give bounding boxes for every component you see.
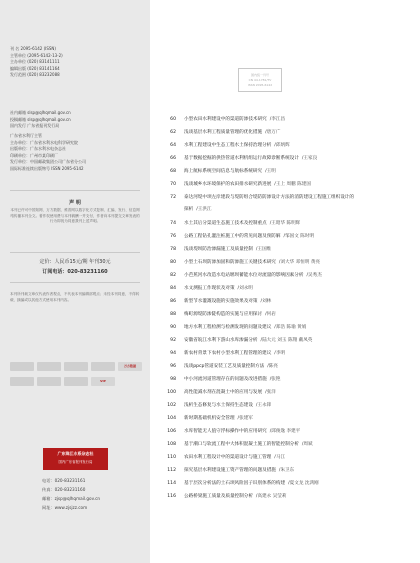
toc-entry[interactable]	[160, 440, 415, 449]
logo-f-icon	[37, 377, 61, 386]
toc-title: 公路工程钻孔灌注桩施工中的常见问题及预防解	[184, 234, 281, 239]
toc-page: 72	[170, 195, 176, 200]
toc-title: 探析	[184, 207, 194, 212]
toc-entry[interactable]	[160, 284, 415, 293]
info-line: 刊 名 2095-6142 (ISSN)	[10, 46, 56, 51]
toc-page: 70	[170, 182, 176, 187]
toc-author: /邱炳辉	[274, 143, 290, 148]
toc-entry[interactable]	[160, 271, 415, 280]
toc-page: 108	[167, 442, 176, 447]
publisher-line: 出版单位：广东水利水电杂志社	[10, 146, 66, 151]
footer-phone: 电话：020-83231161	[42, 478, 86, 483]
toc-title: 梅町源堤防渗陡构造的实施与应用探讨	[184, 312, 263, 317]
toc-entry[interactable]	[160, 141, 415, 150]
toc-author: /陆大元 刘玉 陈翔 戴凤英	[260, 338, 313, 343]
toc-author: /高建永 吴莹莉	[255, 494, 287, 499]
publisher-banner	[43, 448, 108, 470]
vip-logo: VIP	[91, 377, 115, 386]
footer-website: 网址：www.zjsjzz.com	[42, 505, 88, 510]
sidebar	[0, 0, 150, 563]
toc-author: /王明	[265, 169, 276, 174]
toc-title: 新时期基础机机安全管理	[184, 416, 235, 421]
toc-author: /郑浩 陈瑜 黄娟	[274, 325, 307, 330]
toc-title: 新农村背景下农村小型水利工程管理的建议	[184, 351, 272, 356]
toc-title: 高性能减水剂在混凝土中的应用与发展	[184, 390, 263, 395]
toc-title: 公路桥梁施工质量及质量控制分析	[184, 494, 253, 499]
toc-page: 78	[170, 247, 176, 252]
toc-entry[interactable]	[160, 258, 415, 267]
toc-page: 92	[170, 338, 176, 343]
toc-page: 106	[167, 429, 176, 434]
toc-title: 新型节水灌溉设施的实施效果及对策	[184, 299, 258, 304]
toc-title: 浅析生态修复与水土保持生态建设	[184, 403, 253, 408]
toc-entry[interactable]	[160, 128, 415, 137]
toc-entry[interactable]	[160, 453, 415, 462]
toc-page: 84	[170, 286, 176, 291]
wanfang-logo: 万方数据	[118, 362, 142, 371]
toc-author: /王上 周鹏 陈建国	[274, 182, 311, 187]
toc-page: 74	[170, 221, 176, 226]
toc-page: 64	[170, 143, 176, 148]
toc-title: 地方水利工程检测与检测发现的问题及建议	[184, 325, 272, 330]
banner-line-2: 国内广东省报刊发行局	[58, 460, 93, 464]
toc-entry[interactable]	[160, 479, 415, 488]
toc-entry[interactable]	[160, 349, 415, 358]
copyright-text: 本刊所刊载文章仅代表作者观点，不代表本刊编辑部观点；未经本刊同意，不得转载、摘编或以其他方式使用本刊内容。	[10, 292, 140, 302]
footer-fax: 传真：020-83231160	[42, 487, 86, 492]
toc-author: /王洪江	[196, 207, 212, 212]
toc-author: /吴秀杰	[306, 273, 322, 278]
toc-page: 82	[170, 273, 176, 278]
footer-contact	[42, 476, 100, 512]
toc-entry[interactable]	[160, 115, 415, 124]
toc-author: /邱俊逸 李建平	[269, 429, 301, 434]
toc-title: 浅谈ppcp管道安装工艺及质量控制方法	[184, 364, 265, 369]
toc-page: 116	[167, 494, 176, 499]
contact-info	[10, 110, 71, 130]
toc-page: 102	[167, 403, 176, 408]
toc-page: 96	[170, 364, 176, 369]
toc-title: 水文测报工作现状及对策	[184, 286, 235, 291]
toc-author: /周斌	[301, 442, 313, 447]
stamp-line-2: CN 44-1781/TV	[248, 78, 272, 82]
publisher-info	[10, 133, 86, 172]
toc-title: 探究基层水利建设施工资产管理的问题及措施	[184, 468, 276, 473]
toc-entry[interactable]	[160, 375, 415, 384]
toc-author: /张艳	[269, 377, 281, 382]
toc-title: 泰达河堤中坝左岸建段与堤防组合堤防防渗设计方法的消防建设工程施工组织设计的	[184, 195, 354, 200]
table-of-contents	[150, 0, 420, 563]
publisher-line: 广东省水利厅主管	[10, 133, 42, 138]
toc-title: 基于层次分析法的土石坝风险因子识别体系的构建	[184, 481, 286, 486]
contact-line: 投稿邮箱 slsp@qlhqmail.gov.cn	[10, 116, 71, 122]
info-line: 主办单位 (020) 83141111	[10, 59, 60, 64]
toc-title: 水土其后分渠道生态施工技术及控制重点	[184, 221, 267, 226]
toc-author: /马江	[274, 455, 286, 460]
divider	[10, 282, 140, 283]
toc-page: 98	[170, 377, 176, 382]
toc-title: 安徽省皖江水利下游山水库渗漏分析	[184, 338, 258, 343]
toc-author: /李江昌	[269, 117, 286, 122]
divider	[10, 252, 140, 253]
toc-author: /朱卫东	[278, 468, 295, 473]
toc-author: /夏文龙 沈鸿刚	[288, 481, 319, 486]
contact-line: 国内发行 广东省报刊发行局	[10, 123, 60, 128]
publisher-line: 主办单位：广东省水利水电科学研究院	[10, 139, 78, 145]
toc-title: 水利工程建设中生态工程水土保持治理分析	[184, 143, 272, 148]
toc-author: /张建军	[237, 416, 253, 421]
toc-entry[interactable]	[160, 427, 415, 436]
toc-page: 88	[170, 312, 176, 317]
toc-title: 浅谈城乡水环境保护的农田排水研究新进展	[184, 182, 272, 187]
toc-page: 76	[170, 234, 176, 239]
toc-entry[interactable]	[160, 401, 415, 410]
toc-title: 农田水利工程设计中的渠道设计与施工管理	[184, 455, 272, 460]
toc-entry[interactable]	[160, 154, 415, 163]
toc-page: 60	[170, 117, 176, 122]
toc-title: 中小河流河道管理存在的问题及改进措施	[184, 377, 267, 382]
toc-entry[interactable]	[160, 323, 415, 332]
toc-entry[interactable]	[160, 466, 415, 475]
toc-entry[interactable]	[160, 310, 415, 319]
toc-title: 浅谈堤坝防治渗漏施工及质量控制	[184, 247, 253, 252]
toc-entry[interactable]	[160, 414, 415, 423]
logo-d-icon	[91, 362, 115, 371]
toc-page: 104	[167, 416, 176, 421]
toc-title: 水库智能无人值守浮标操作中的应用研究	[184, 429, 267, 434]
price-line: 定价：人民币15元/期 年刊30元	[39, 259, 111, 265]
toc-page: 80	[170, 260, 176, 265]
footer-email: 邮箱：zjsp@qlhqmail.gov.cn	[42, 496, 101, 501]
toc-entry[interactable]	[160, 180, 415, 189]
toc-entry[interactable]	[160, 336, 415, 345]
logo-g-icon	[64, 377, 88, 386]
publisher-line: 印刷单位：广州市某印刷厂	[10, 152, 58, 158]
publisher-line: 发行单位：中国邮政集团公司广东省分公司	[10, 159, 86, 164]
logo-c-icon	[64, 362, 88, 371]
toc-entry-continued[interactable]	[160, 205, 415, 214]
toc-entry[interactable]	[160, 492, 415, 501]
toc-page: 110	[167, 455, 176, 460]
toc-author: /唐万广	[265, 130, 281, 135]
banner-line-1: 广东珠江水系杂志社	[57, 451, 94, 456]
toc-page: 86	[170, 299, 176, 304]
toc-page: 114	[167, 481, 176, 486]
stamp-line-3: ISSN 2095-6142	[247, 83, 273, 87]
toc-author: /王家良	[301, 156, 318, 161]
toc-title: 基于数据挖掘的供热管道水利机组运行故障诊断系统设计	[184, 156, 299, 161]
toc-author: /王昭华 陈明辉	[269, 221, 301, 226]
toc-entry[interactable]	[160, 232, 415, 241]
order-line: 订阅电话：020-83231160	[42, 269, 108, 275]
notice-text: 本刊已许可中国知网、万方数据、维普网以数字化方式复制、汇编、发行、信息网络传播本刊全文。著作权使用费与本刊稿酬一并支付，作者向本刊提交文章发表的行为即视为同意我刊上述声明。	[10, 208, 140, 223]
stamp-line-1: 国内统一刊号	[250, 73, 269, 77]
toc-entry[interactable]	[160, 245, 415, 254]
toc-author: /王国维	[255, 247, 272, 252]
logo-b-icon	[37, 362, 61, 371]
toc-title: 小型土石坝防渗加固和防渗施工关键技术研究	[184, 260, 276, 265]
toc-entry[interactable]	[160, 297, 415, 306]
toc-title: 浅谈基层水利工程质量管理的优化措施	[184, 130, 263, 135]
toc-page: 68	[170, 169, 176, 174]
toc-entry[interactable]	[160, 193, 415, 202]
toc-page: 100	[167, 390, 176, 395]
toc-entry[interactable]	[160, 362, 415, 371]
toc-author: /何岩	[265, 312, 276, 317]
journal-info	[10, 46, 63, 79]
logo-a-icon	[10, 362, 34, 371]
toc-author: /刘大华 邓恒明 黄亮	[278, 260, 321, 265]
toc-title: 基于潮口与软流工程中大体积混凝土施工的智能控制分析	[184, 442, 299, 447]
toc-title: 海上航标系统空间信息与航标系统研究	[184, 169, 263, 174]
publisher-line: 国际标准连续出版物号 ISSN 2095-6142	[10, 165, 84, 171]
notice-title: 声 明	[69, 200, 81, 206]
info-line: 主管单位 (2095-6142-13-2)	[10, 52, 63, 58]
toc-author: /陈亮	[267, 364, 278, 369]
toc-entry[interactable]	[160, 167, 415, 176]
toc-entry[interactable]	[160, 219, 415, 228]
info-line: 编辑出版 (020) 83141164	[10, 65, 60, 71]
toc-author: /张洋	[265, 390, 276, 395]
toc-author: /刘永明	[237, 286, 253, 291]
info-line: 发行范围 (020) 83232088	[10, 72, 60, 77]
toc-author: /刘林	[260, 299, 272, 304]
toc-page: 66	[170, 156, 176, 161]
toc-author: /李明	[274, 351, 286, 356]
divider	[10, 190, 140, 191]
contact-line: 社内邮箱 slsp@qlhqmail.gov.cn	[10, 110, 71, 115]
logo-e-icon	[10, 377, 34, 386]
toc-page: 90	[170, 325, 176, 330]
toc-title: 小型农田水利建设中的渠道防渗技术研究	[184, 117, 267, 122]
toc-page: 94	[170, 351, 176, 356]
toc-page: 112	[167, 468, 176, 473]
toc-title: 小芭蕉河水改造水电站堰坝蓄能水位对流量的影响因素分析	[184, 273, 304, 278]
toc-author: /邹国文 陈时明	[283, 234, 315, 239]
toc-page: 62	[170, 130, 176, 135]
toc-entry[interactable]	[160, 388, 415, 397]
toc-author: /王永锋	[255, 403, 272, 408]
